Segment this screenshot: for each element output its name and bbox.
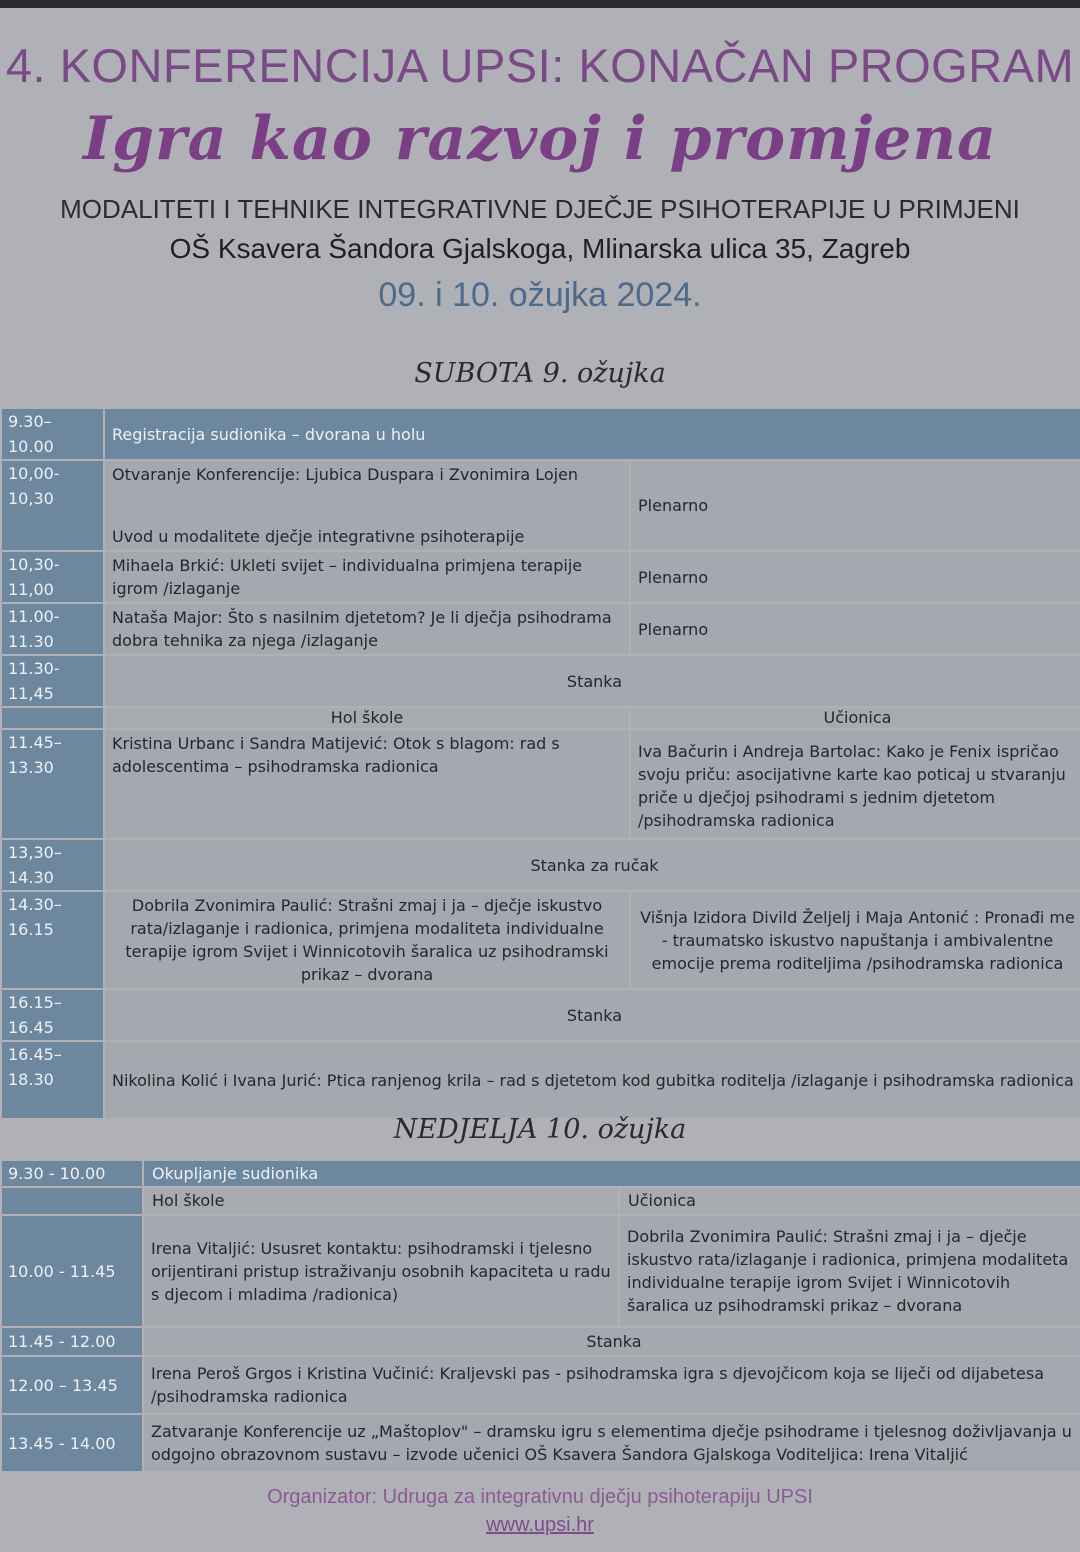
time-cell: 16.45– 18.30 bbox=[1, 1041, 104, 1119]
table-row bbox=[1, 551, 1080, 603]
registration-label: Registracija sudionika – dvorana u holu bbox=[104, 408, 1080, 460]
table-row bbox=[1, 1414, 1080, 1472]
session-cell-hall: Irena Vitaljić: Ususret kontaktu: psihodramski i tjelesno orijentirani pristup istraživanju osobnih kapaciteta u radu s djecom i mladima /radionica) bbox=[143, 1215, 619, 1327]
table-row bbox=[1, 891, 1080, 989]
table-row bbox=[1, 1041, 1080, 1119]
session-cell bbox=[104, 460, 630, 551]
website-link[interactable]: www.upsi.hr bbox=[486, 1514, 594, 1536]
gathering-label: Okupljanje sudionika bbox=[143, 1160, 1080, 1187]
footer-organizer: Organizator: Udruga za integrativnu dječju psihoterapiju UPSI bbox=[267, 1486, 813, 1508]
break-cell: Stanka bbox=[104, 989, 1080, 1041]
time-cell: 10,00- 10,30 bbox=[1, 460, 104, 551]
time-cell: 11.30- 11,45 bbox=[1, 655, 104, 707]
session-cell: Nikolina Kolić i Ivana Jurić: Ptica ranjenog krila – rad s djetetom kod gubitka roditelja /izlaganje i psihodramska radionica bbox=[104, 1041, 1080, 1119]
table-row bbox=[1, 989, 1080, 1041]
time-cell: 13.45 - 14.00 bbox=[1, 1414, 143, 1472]
table-row bbox=[1, 655, 1080, 707]
column-header-classroom: Učionica bbox=[619, 1187, 1080, 1215]
session-cell-hall: Kristina Urbanc i Sandra Matijević: Otok s blagom: rad s adolescentima – psihodramska radionica bbox=[104, 729, 630, 839]
time-cell: 9.30– 10.00 bbox=[1, 408, 104, 460]
time-cell: 9.30 - 10.00 bbox=[1, 1160, 143, 1187]
table-row bbox=[1, 408, 1080, 460]
table-row bbox=[1, 839, 1080, 891]
session-intro: Uvod u modalitete dječje integrativne psihoterapije bbox=[112, 527, 525, 546]
time-cell: 11.45– 13.30 bbox=[1, 729, 104, 839]
conference-theme: MODALITETI I TEHNIKE INTEGRATIVNE DJEČJE PSIHOTERAPIJE U PRIMJENI bbox=[60, 194, 1020, 224]
break-cell: Stanka bbox=[143, 1327, 1080, 1356]
table-row bbox=[1, 1187, 1080, 1215]
time-cell-empty bbox=[1, 1187, 143, 1215]
time-cell: 10.00 - 11.45 bbox=[1, 1215, 143, 1327]
page-subtitle: Igra kao razvoj i promjena bbox=[83, 104, 997, 174]
lunch-break-cell: Stanka za ručak bbox=[104, 839, 1080, 891]
break-cell: Stanka bbox=[104, 655, 1080, 707]
table-row bbox=[1, 603, 1080, 655]
saturday-schedule-table bbox=[0, 407, 1080, 1120]
plenary-cell: Plenarno bbox=[630, 603, 1080, 655]
session-cell-classroom: Višnja Izidora Divild Željelj i Maja Antonić : Pronađi me - traumatsko iskustvo napuštanja i ambivalentne emocije prema roditeljima /psihodramska radionica bbox=[630, 891, 1080, 989]
time-cell: 16.15– 16.45 bbox=[1, 989, 104, 1041]
time-cell: 14.30– 16.15 bbox=[1, 891, 104, 989]
sunday-schedule-table bbox=[0, 1159, 1080, 1473]
column-header-classroom: Učionica bbox=[630, 707, 1080, 729]
table-row bbox=[1, 707, 1080, 729]
top-bar bbox=[0, 0, 1080, 8]
plenary-cell: Plenarno bbox=[630, 460, 1080, 551]
plenary-cell: Plenarno bbox=[630, 551, 1080, 603]
column-header-hall: Hol škole bbox=[143, 1187, 619, 1215]
session-cell-classroom: Iva Bačurin i Andreja Bartolac: Kako je Fenix ispričao svoju priču: asocijativne karte kao poticaj u stvaranju priče u dječjoj psihodrami s jednim djetetom /psihodramska radionica bbox=[630, 729, 1080, 839]
column-header-hall: Hol škole bbox=[104, 707, 630, 729]
page-title: 4. KONFERENCIJA UPSI: KONAČAN PROGRAM bbox=[5, 39, 1075, 92]
session-opening: Otvaranje Konferencije: Ljubica Duspara i Zvonimira Lojen bbox=[112, 465, 579, 484]
time-cell-empty bbox=[1, 707, 104, 729]
table-row bbox=[1, 1356, 1080, 1414]
time-cell: 12.00 – 13.45 bbox=[1, 1356, 143, 1414]
sunday-heading: NEDJELJA 10. ožujka bbox=[393, 1114, 687, 1145]
table-row bbox=[1, 1160, 1080, 1187]
conference-venue: OŠ Ksavera Šandora Gjalskoga, Mlinarska ulica 35, Zagreb bbox=[169, 233, 911, 264]
time-cell: 10,30- 11,00 bbox=[1, 551, 104, 603]
conference-dates: 09. i 10. ožujka 2024. bbox=[378, 276, 702, 314]
saturday-heading: SUBOTA 9. ožujka bbox=[414, 358, 666, 389]
table-row bbox=[1, 460, 1080, 551]
session-cell-hall: Dobrila Zvonimira Paulić: Strašni zmaj i ja – dječje iskustvo rata/izlaganje i radionica, primjena modaliteta individualne terapije igrom Svijet i Winnicotovih šaralica uz psihodramski prikaz – dvorana bbox=[104, 891, 630, 989]
table-row bbox=[1, 729, 1080, 839]
time-cell: 11.45 - 12.00 bbox=[1, 1327, 143, 1356]
time-cell: 11.00- 11.30 bbox=[1, 603, 104, 655]
table-row bbox=[1, 1327, 1080, 1356]
session-cell: Nataša Major: Što s nasilnim djetetom? Je li dječja psihodrama dobra tehnika za njega /izlaganje bbox=[104, 603, 630, 655]
session-cell: Zatvaranje Konferencije uz „Maštoplov" – dramsku igru s elementima dječje psihodrame i tjelesnog doživljavanja u odgojno obrazovnom sustavu – izvode učenici OŠ Ksavera Šandora Gjalskoga Voditeljica: Irena Vitaljić bbox=[143, 1414, 1080, 1472]
table-row bbox=[1, 1215, 1080, 1327]
session-cell: Mihaela Brkić: Ukleti svijet – individualna primjena terapije igrom /izlaganje bbox=[104, 551, 630, 603]
session-cell: Irena Peroš Grgos i Kristina Vučinić: Kraljevski pas - psihodramska igra s djevojčicom koja se liječi od dijabetesa /psihodramska radionica bbox=[143, 1356, 1080, 1414]
session-cell-classroom: Dobrila Zvonimira Paulić: Strašni zmaj i ja – dječje iskustvo rata/izlaganje i radionica, primjena modaliteta individualne terapije igrom Svijet i Winnicotovih šaralica uz psihodramski prikaz – dvorana bbox=[619, 1215, 1080, 1327]
time-cell: 13,30– 14.30 bbox=[1, 839, 104, 891]
